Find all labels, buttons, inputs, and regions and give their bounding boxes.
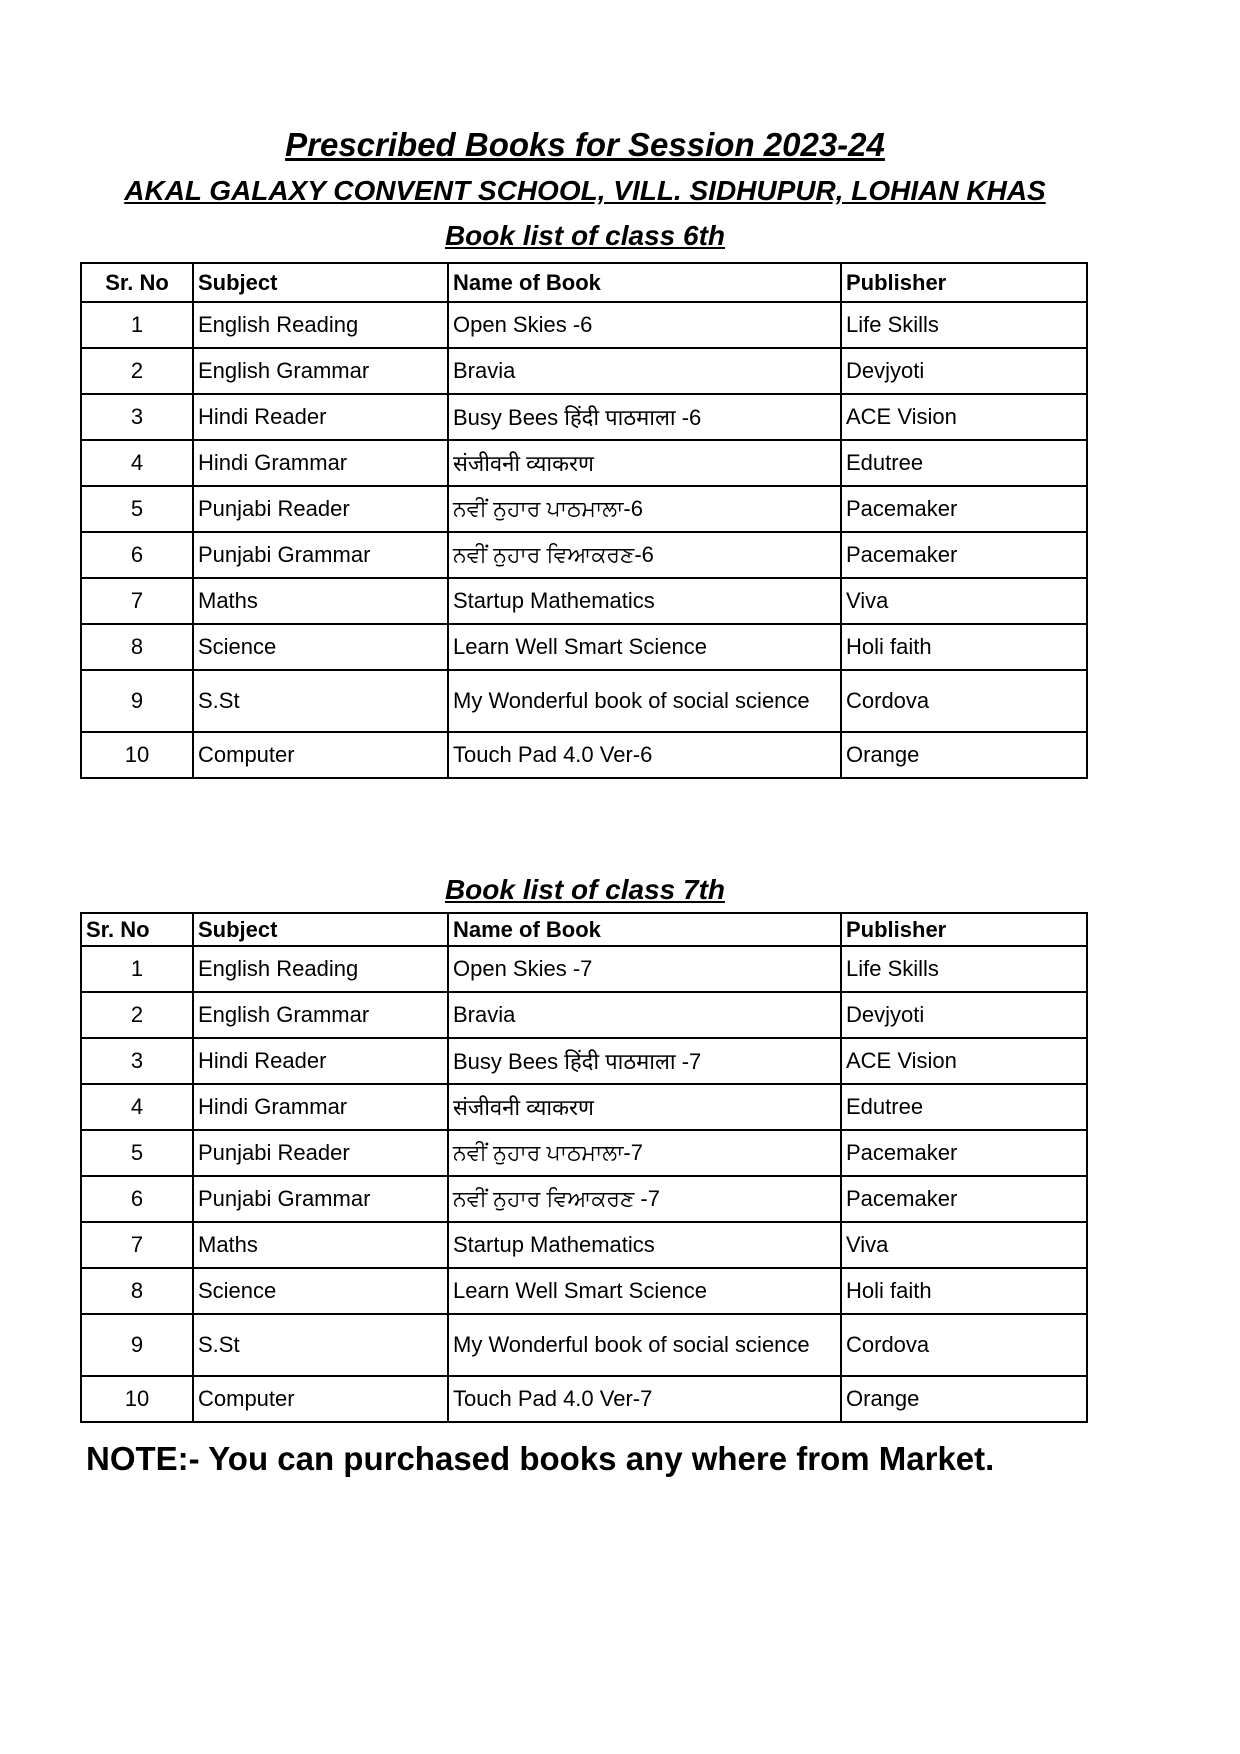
cell-sr-no: 1 <box>81 302 193 348</box>
cell-publisher: Pacemaker <box>841 486 1087 532</box>
cell-sr-no: 5 <box>81 486 193 532</box>
cell-book-name: ਨਵੀਂ ਨੁਹਾਰ ਵਿਆਕਰਣ -7 <box>448 1176 841 1222</box>
column-header-subject: Subject <box>193 263 448 302</box>
column-header-book-name: Name of Book <box>448 263 841 302</box>
cell-sr-no: 6 <box>81 1176 193 1222</box>
cell-subject: Maths <box>193 1222 448 1268</box>
table-row <box>81 302 1087 348</box>
cell-publisher: Cordova <box>841 1314 1087 1376</box>
cell-publisher: Devjyoti <box>841 992 1087 1038</box>
cell-publisher: Pacemaker <box>841 532 1087 578</box>
cell-publisher: Life Skills <box>841 302 1087 348</box>
cell-book-name: संजीवनी व्याकरण <box>448 440 841 486</box>
class-6-title: Book list of class 6th <box>444 220 726 251</box>
cell-book-name: ਨਵੀਂ ਨੁਹਾਰ ਵਿਆਕਰਣ-6 <box>448 532 841 578</box>
cell-subject: Punjabi Reader <box>193 486 448 532</box>
table-row <box>81 624 1087 670</box>
cell-publisher: Orange <box>841 732 1087 778</box>
cell-sr-no: 2 <box>81 348 193 394</box>
cell-subject: Hindi Reader <box>193 394 448 440</box>
table-row <box>81 670 1087 732</box>
cell-publisher: Pacemaker <box>841 1130 1087 1176</box>
cell-book-name: ਨਵੀਂ ਨੁਹਾਰ ਪਾਠਮਾਲਾ-7 <box>448 1130 841 1176</box>
cell-sr-no: 3 <box>81 394 193 440</box>
table-row <box>81 1084 1087 1130</box>
table-row <box>81 1268 1087 1314</box>
cell-book-name: Open Skies -6 <box>448 302 841 348</box>
cell-sr-no: 6 <box>81 532 193 578</box>
table-row <box>81 1376 1087 1422</box>
table-row <box>81 732 1087 778</box>
cell-publisher: Pacemaker <box>841 1176 1087 1222</box>
page-title: Prescribed Books for Session 2023-24 <box>285 126 885 163</box>
cell-sr-no: 3 <box>81 1038 193 1084</box>
cell-publisher: Holi faith <box>841 1268 1087 1314</box>
cell-sr-no: 10 <box>81 732 193 778</box>
cell-subject: Science <box>193 1268 448 1314</box>
cell-sr-no: 7 <box>81 1222 193 1268</box>
cell-sr-no: 4 <box>81 1084 193 1130</box>
column-header-sr-no: Sr. No <box>81 913 193 946</box>
column-header-subject: Subject <box>193 913 448 946</box>
cell-publisher: Orange <box>841 1376 1087 1422</box>
purchase-note: NOTE:- You can purchased books any where from Market. <box>86 1440 995 1477</box>
cell-publisher: Life Skills <box>841 946 1087 992</box>
cell-sr-no: 2 <box>81 992 193 1038</box>
cell-publisher: Holi faith <box>841 624 1087 670</box>
column-header-book-name: Name of Book <box>448 913 841 946</box>
cell-book-name: Learn Well Smart Science <box>448 1268 841 1314</box>
school-name: AKAL GALAXY CONVENT SCHOOL, VILL. SIDHUPUR, LOHIAN KHAS <box>124 175 1046 206</box>
cell-book-name: ਨਵੀਂ ਨੁਹਾਰ ਪਾਠਮਾਲਾ-6 <box>448 486 841 532</box>
cell-subject: Computer <box>193 1376 448 1422</box>
table-row <box>81 1038 1087 1084</box>
cell-sr-no: 9 <box>81 1314 193 1376</box>
cell-subject: English Grammar <box>193 348 448 394</box>
cell-subject: English Reading <box>193 946 448 992</box>
cell-publisher: Viva <box>841 578 1087 624</box>
cell-publisher: ACE Vision <box>841 394 1087 440</box>
cell-subject: Hindi Grammar <box>193 1084 448 1130</box>
cell-subject: Maths <box>193 578 448 624</box>
cell-book-name: Busy Bees हिंदी पाठमाला -6 <box>448 394 841 440</box>
cell-subject: Punjabi Reader <box>193 1130 448 1176</box>
table-row <box>81 394 1087 440</box>
table-row <box>81 532 1087 578</box>
cell-book-name: Learn Well Smart Science <box>448 624 841 670</box>
cell-sr-no: 4 <box>81 440 193 486</box>
cell-publisher: Cordova <box>841 670 1087 732</box>
cell-sr-no: 9 <box>81 670 193 732</box>
table-row <box>81 1176 1087 1222</box>
cell-subject: Computer <box>193 732 448 778</box>
table-row <box>81 1222 1087 1268</box>
cell-publisher: ACE Vision <box>841 1038 1087 1084</box>
cell-book-name: संजीवनी व्याकरण <box>448 1084 841 1130</box>
cell-sr-no: 10 <box>81 1376 193 1422</box>
cell-book-name: Touch Pad 4.0 Ver-6 <box>448 732 841 778</box>
cell-subject: English Grammar <box>193 992 448 1038</box>
column-header-publisher: Publisher <box>841 913 1087 946</box>
cell-subject: S.St <box>193 1314 448 1376</box>
cell-book-name: My Wonderful book of social science <box>448 1314 841 1376</box>
cell-book-name: Startup Mathematics <box>448 1222 841 1268</box>
table-row <box>81 1314 1087 1376</box>
cell-subject: Science <box>193 624 448 670</box>
cell-subject: S.St <box>193 670 448 732</box>
cell-book-name: Bravia <box>448 348 841 394</box>
cell-subject: Punjabi Grammar <box>193 1176 448 1222</box>
class-6-table-body <box>81 302 1087 778</box>
cell-book-name: Open Skies -7 <box>448 946 841 992</box>
table-row <box>81 348 1087 394</box>
table-row <box>81 992 1087 1038</box>
cell-subject: Hindi Reader <box>193 1038 448 1084</box>
cell-subject: Punjabi Grammar <box>193 532 448 578</box>
table-row <box>81 946 1087 992</box>
cell-sr-no: 8 <box>81 624 193 670</box>
cell-book-name: Touch Pad 4.0 Ver-7 <box>448 1376 841 1422</box>
cell-book-name: Bravia <box>448 992 841 1038</box>
table-row <box>81 486 1087 532</box>
cell-book-name: Startup Mathematics <box>448 578 841 624</box>
cell-sr-no: 5 <box>81 1130 193 1176</box>
cell-book-name: My Wonderful book of social science <box>448 670 841 732</box>
class-7-book-table <box>80 912 1088 1423</box>
cell-sr-no: 1 <box>81 946 193 992</box>
cell-sr-no: 7 <box>81 578 193 624</box>
table-header-row <box>81 263 1087 302</box>
table-row <box>81 578 1087 624</box>
cell-publisher: Viva <box>841 1222 1087 1268</box>
cell-publisher: Edutree <box>841 1084 1087 1130</box>
column-header-publisher: Publisher <box>841 263 1087 302</box>
table-row <box>81 1130 1087 1176</box>
cell-publisher: Devjyoti <box>841 348 1087 394</box>
table-row <box>81 440 1087 486</box>
cell-publisher: Edutree <box>841 440 1087 486</box>
class-7-title: Book list of class 7th <box>444 874 726 905</box>
class-6-book-table <box>80 262 1088 779</box>
cell-subject: Hindi Grammar <box>193 440 448 486</box>
class-7-table-body <box>81 946 1087 1422</box>
cell-subject: English Reading <box>193 302 448 348</box>
column-header-sr-no: Sr. No <box>81 263 193 302</box>
cell-sr-no: 8 <box>81 1268 193 1314</box>
table-header-row <box>81 913 1087 946</box>
cell-book-name: Busy Bees हिंदी पाठमाला -7 <box>448 1038 841 1084</box>
